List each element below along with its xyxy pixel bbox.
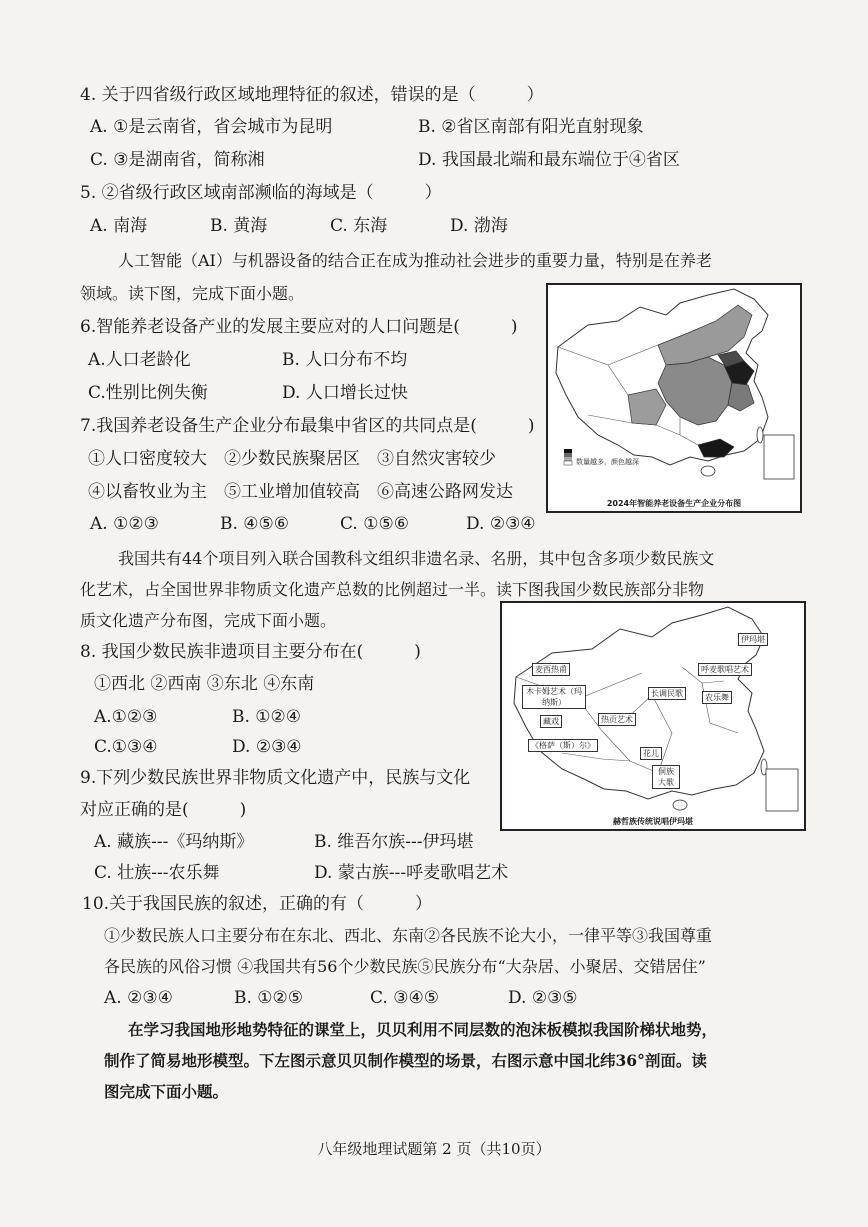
q4-option-a: A. ①是云南省，省会城市为昆明 <box>90 117 333 137</box>
ai-intro-line2: 领域。读下图，完成下面小题。 <box>80 284 305 303</box>
q8-option-b: B. ①②④ <box>232 707 302 727</box>
q5-option-b: B. 黄海 <box>210 216 268 236</box>
heritage-intro-line1: 我国共有44个项目列入联合国教科文组织非遗名录、名册，其中包含多项少数民族文 <box>118 549 715 568</box>
heritage-map <box>500 601 806 831</box>
label-gesar: 《格萨（斯）尔》 <box>528 739 598 752</box>
q7-choices-row2: ④以畜牧业为主 ⑤工业增加值较高 ⑥高速公路网发达 <box>88 482 513 502</box>
q5-option-a: A. 南海 <box>90 216 148 236</box>
map1-legend: 数量越多，颜色越深 <box>576 458 639 466</box>
q10-option-c: C. ③④⑤ <box>370 988 439 1008</box>
q4-option-c: C. ③是湖南省，简称湘 <box>90 150 265 170</box>
q9-option-a: A. 藏族---《玛纳斯》 <box>94 832 254 852</box>
q10-choices-row2: 各民族的风俗习惯 ④我国共有56个少数民族⑤民族分布“大杂居、小聚居、交错居住” <box>104 957 706 976</box>
q9-option-c: C. 壮族---农乐舞 <box>94 863 220 883</box>
label-imakan: 伊玛堪 <box>738 633 768 646</box>
map2-caption: 赫哲族传统说唱伊玛堪 <box>613 817 693 826</box>
heritage-intro-line3: 质文化遗产分布图，完成下面小题。 <box>80 611 337 630</box>
terrain-intro-line1: 在学习我国地形地势特征的课堂上，贝贝利用不同层数的泡沫板模拟我国阶梯状地势， <box>128 1020 718 1039</box>
q5-stem: 5. ②省级行政区域南部濒临的海域是（ ） <box>80 183 442 203</box>
q10-option-a: A. ②③④ <box>104 988 173 1008</box>
q6-option-b: B. 人口分布不均 <box>282 350 408 370</box>
q6-option-d: D. 人口增长过快 <box>282 383 408 403</box>
label-tibetan-opera: 藏戏 <box>540 715 562 728</box>
q8-stem: 8. 我国少数民族非遗项目主要分布在( ) <box>80 642 421 662</box>
label-muqam: 木卡姆艺术（玛纳斯） <box>522 685 586 709</box>
q10-stem: 10.关于我国民族的叙述，正确的有（ ） <box>82 894 433 914</box>
q8-option-d: D. ②③④ <box>232 737 302 757</box>
q4-option-b: B. ②省区南部有阳光直射现象 <box>418 117 644 137</box>
q7-choices-row1: ①人口密度较大 ②少数民族聚居区 ③自然灾害较少 <box>88 449 496 469</box>
label-hua-er: 花儿 <box>640 747 662 760</box>
label-maixirap: 麦西热甫 <box>532 663 570 676</box>
label-nongyue-dance: 农乐舞 <box>702 691 732 704</box>
elderly-care-map <box>546 283 802 513</box>
q7-stem: 7.我国养老设备生产企业分布最集中省区的共同点是( ) <box>80 416 535 436</box>
q9-option-d: D. 蒙古族---呼麦歌唱艺术 <box>314 863 509 883</box>
terrain-intro-line3: 图完成下面小题。 <box>104 1082 229 1101</box>
q4-option-d: D. 我国最北端和最东端位于④省区 <box>418 150 680 170</box>
q7-option-c: C. ①⑤⑥ <box>340 514 409 534</box>
label-rebgong-art: 热贡艺术 <box>598 713 636 726</box>
map1-caption: 2024年智能养老设备生产企业分布图 <box>606 499 742 508</box>
q10-option-b: B. ①②⑤ <box>234 988 304 1008</box>
q6-option-c: C.性别比例失衡 <box>88 383 208 403</box>
q4-stem: 4. 关于四省级行政区域地理特征的叙述，错误的是（ ） <box>80 85 544 105</box>
q7-option-d: D. ②③④ <box>466 514 536 534</box>
q6-stem: 6.智能养老设备产业的发展主要应对的人口问题是( ) <box>80 317 518 337</box>
label-dong-grand-song: 侗族大歌 <box>652 765 680 789</box>
q5-option-d: D. 渤海 <box>450 216 508 236</box>
q7-option-a: A. ①②③ <box>90 514 159 534</box>
terrain-intro-line2: 制作了简易地形模型。下左图示意贝贝制作模型的场景，右图示意中国北纬36°剖面。读 <box>104 1051 707 1070</box>
q9-option-b: B. 维吾尔族---伊玛堪 <box>314 832 474 852</box>
q10-choices-row1: ①少数民族人口主要分布在东北、西北、东南②各民族不论大小，一律平等③我国尊重 <box>104 926 713 945</box>
q9-stem-line2: 对应正确的是( ) <box>80 800 247 820</box>
label-khoomei: 呼麦歌唱艺术 <box>698 663 752 676</box>
page-footer: 八年级地理试题第 2 页（共10页） <box>317 1140 551 1158</box>
q9-stem-line1: 9.下列少数民族世界非物质文化遗产中，民族与文化 <box>80 768 471 788</box>
ai-intro-line1: 人工智能（AI）与机器设备的结合正在成为推动社会进步的重要力量，特别是在养老 <box>118 251 712 270</box>
q10-option-d: D. ②③⑤ <box>508 988 578 1008</box>
q8-choices-row1: ①西北 ②西南 ③东北 ④东南 <box>94 674 315 694</box>
q8-option-c: C.①③④ <box>94 737 158 757</box>
label-long-song: 长调民歌 <box>648 687 686 700</box>
q6-option-a: A.人口老龄化 <box>88 350 191 370</box>
q5-option-c: C. 东海 <box>330 216 388 236</box>
q7-option-b: B. ④⑤⑥ <box>220 514 290 534</box>
heritage-intro-line2: 化艺术，占全国世界非物质文化遗产总数的比例超过一半。读下图我国少数民族部分非物 <box>80 580 705 599</box>
q8-option-a: A.①②③ <box>94 707 158 727</box>
